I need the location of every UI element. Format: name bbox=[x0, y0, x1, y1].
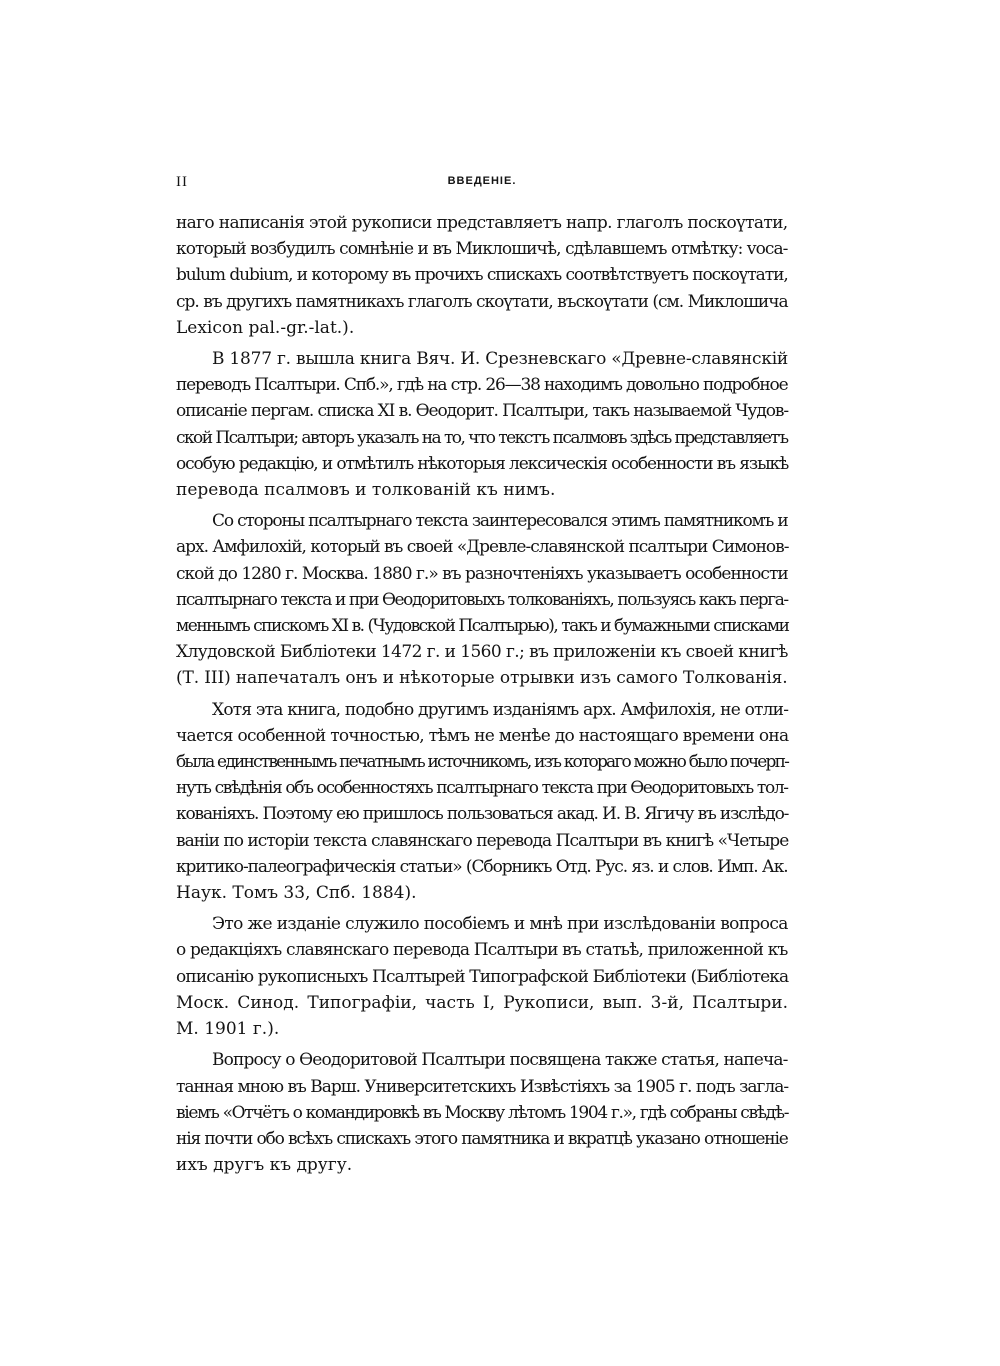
text-line: Со стороны псалтырнаго текста заинтересовался этимъ памятникомъ и bbox=[212, 511, 788, 532]
text-line: Вопросу о Ѳеодоритовой Псалтыри посвящена также статья, напеча- bbox=[212, 1050, 788, 1071]
paragraph-2 bbox=[176, 346, 788, 503]
text-line: критико-палеографическія статьи» (Сборникъ Отд. Рус. яз. и слов. Имп. Ак. bbox=[176, 856, 788, 877]
text-line: танная мною въ Варш. Университетскихъ Извѣстіяхъ за 1905 г. подъ загла- bbox=[176, 1076, 789, 1097]
text-line: описаніе пергам. списка XI в. Ѳеодорит. Псалтыри, такъ называемой Чудов- bbox=[176, 401, 788, 422]
paragraph-1 bbox=[176, 210, 788, 341]
text-line: ваніи по исторіи текста славянскаго перевода Псалтыри въ книгѣ «Четыре bbox=[176, 830, 789, 851]
text-line: Lexicon pal.-gr.-lat.). bbox=[176, 317, 355, 338]
text-line: меннымъ спискомъ XI в. (Чудовской Псалтырью), такъ и бумажными списками bbox=[176, 616, 789, 637]
text-line: віемъ «Отчётъ о командировкѣ въ Москву лѣтомъ 1904 г.», гдѣ собраны свѣдѣ- bbox=[176, 1102, 789, 1123]
text-line: нуть свѣдѣнія объ особенностяхъ псалтырнаго текста при Ѳеодоритовыхъ тол- bbox=[176, 778, 788, 799]
text-line: чается особенной точностью, тѣмъ не менѣе до настоящаго времени она bbox=[176, 725, 789, 746]
text-line: псалтырнаго текста и при Ѳеодоритовыхъ толкованіяхъ, пользуясь какъ перга- bbox=[176, 589, 788, 610]
text-line: Моск. Синод. Типографіи, часть I, Рукописи, вып. 3-й, Псалтыри. bbox=[176, 992, 788, 1013]
text-line: арх. Амфилохій, который въ своей «Древле-славянской псалтыри Симонов- bbox=[176, 537, 789, 558]
text-line: М. 1901 г.). bbox=[176, 1019, 280, 1040]
text-line: (Т. III) напечаталъ онъ и нѣкоторые отрывки изъ самого Толкованія. bbox=[176, 668, 788, 689]
text-line: нія почти обо всѣхъ спискахъ этого памятника и вкратцѣ указано отношеніе bbox=[176, 1128, 788, 1149]
text-line: описанію рукописныхъ Псалтырей Типографской Библіотеки (Библіотека bbox=[176, 966, 789, 987]
text-line: Это же изданіе служило пособіемъ и мнѣ при изслѣдованіи вопроса bbox=[212, 914, 788, 935]
text-line: ской Псалтыри; авторъ указалъ на то, что текстъ псалмовъ здѣсь представляетъ bbox=[176, 427, 788, 448]
text-line: кованіяхъ. Поэтому ею пришлось пользоваться акад. И. В. Ягичу въ изслѣдо- bbox=[176, 804, 789, 825]
text-line: который возбудилъ сомнѣніе и въ Миклошичѣ, сдѣлавшемъ отмѣтку: voca- bbox=[176, 239, 788, 260]
text-line: ихъ другъ къ другу. bbox=[176, 1155, 353, 1176]
text-line: о редакціяхъ славянскаго перевода Псалтыри въ статьѣ, приложенной къ bbox=[176, 940, 788, 961]
text-line: Наук. Томъ 33, Спб. 1884). bbox=[176, 883, 417, 904]
text-line: наго написанія этой рукописи представляетъ напр. глаголъ поскоүтати, bbox=[176, 213, 788, 233]
running-head-title: ВВЕДЕНІЕ. bbox=[447, 175, 517, 187]
text-line: Хотя эта книга, подобно другимъ изданіямъ арх. Амфилохія, не отли- bbox=[212, 699, 789, 720]
paragraph-5 bbox=[176, 911, 788, 1042]
page-number: II bbox=[176, 174, 188, 190]
running-head bbox=[176, 174, 788, 196]
text-line: bulum dubium, и которому въ прочихъ спискахъ соотвѣтствуетъ поскоүтати, bbox=[176, 265, 788, 286]
text-line: ской до 1280 г. Москва. 1880 г.» въ разночтеніяхъ указываетъ особенности bbox=[176, 563, 788, 584]
body-text bbox=[176, 210, 788, 1183]
text-line: особую редакцію, и отмѣтилъ нѣкоторыя лексическія особенности въ языкѣ bbox=[176, 453, 789, 474]
text-line: перевода псалмовъ и толкованій къ нимъ. bbox=[176, 480, 556, 501]
text-line: ср. въ другихъ памятникахъ глаголъ скоүтати, въскоүтати (см. Миклошича bbox=[176, 291, 788, 312]
paragraph-4 bbox=[176, 697, 788, 907]
text-line: переводъ Псалтыри. Спб.», гдѣ на стр. 26—38 находимъ довольно подробное bbox=[176, 375, 788, 396]
text-line: Хлудовской Библіотеки 1472 г. и 1560 г.; въ приложеніи къ своей книгѣ bbox=[176, 642, 788, 663]
text-line: была единственнымъ печатнымъ источникомъ, изъ котораго можно было почерп- bbox=[176, 752, 789, 773]
paragraph-6 bbox=[176, 1047, 788, 1178]
text-line: В 1877 г. вышла книга Вяч. И. Срезневскаго «Древне-славянскій bbox=[212, 349, 789, 370]
paragraph-3 bbox=[176, 508, 788, 691]
